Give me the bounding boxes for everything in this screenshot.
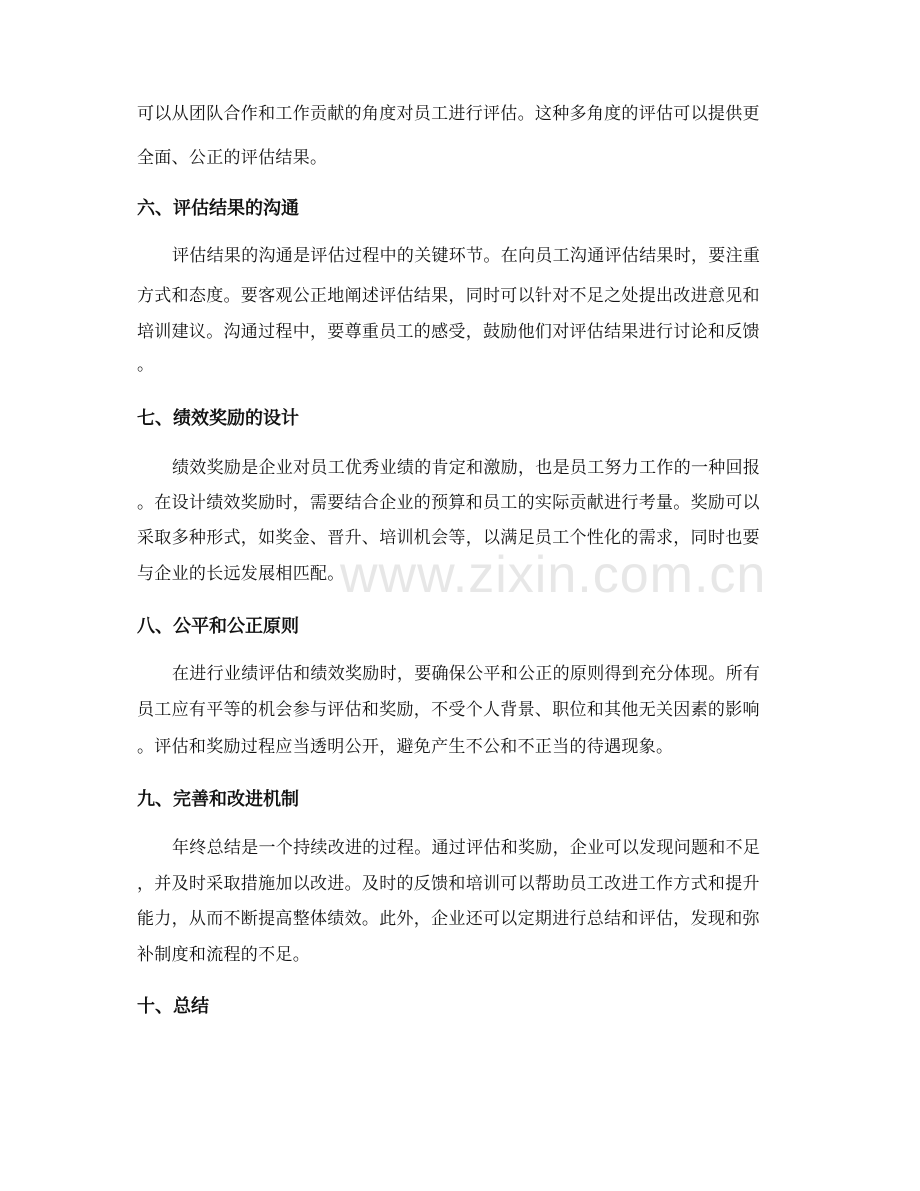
- paragraph-line: 与企业的长远发展相匹配。: [137, 564, 345, 584]
- section-heading: 八、公平和公正原则: [137, 616, 299, 637]
- paragraph-line: 能力，从而不断提高整体绩效。此外，企业还可以定期进行总结和评估，发现和弥: [137, 909, 760, 929]
- section-heading: 九、完善和改进机制: [137, 789, 299, 810]
- paragraph-line: 培训建议。沟通过程中，要尊重员工的感受，鼓励他们对评估结果进行讨论和反馈: [137, 322, 760, 342]
- paragraph-line: 在进行业绩评估和绩效奖励时，要确保公平和公正的原则得到充分体现。所有: [172, 664, 761, 684]
- paragraph-line: ，并及时采取措施加以改进。及时的反馈和培训可以帮助员工改进工作方式和提升: [137, 874, 760, 894]
- paragraph-line: 采取多种形式，如奖金、晋升、培训机会等，以满足员工个性化的需求，同时也要: [137, 528, 760, 548]
- paragraph-line: 可以从团队合作和工作贡献的角度对员工进行评估。这种多角度的评估可以提供更: [137, 104, 760, 124]
- paragraph-line: 方式和态度。要客观公正地阐述评估结果，同时可以针对不足之处提出改进意见和: [137, 286, 760, 306]
- section-heading: 七、绩效奖励的设计: [137, 408, 299, 429]
- paragraph-line: 。在设计绩效奖励时，需要结合企业的预算和员工的实际贡献进行考量。奖励可以: [137, 493, 760, 513]
- section-heading: 六、评估结果的沟通: [137, 198, 299, 219]
- paragraph-line: 补制度和流程的不足。: [137, 945, 310, 965]
- section-heading: 十、总结: [137, 996, 209, 1017]
- paragraph-line: 评估结果的沟通是评估过程中的关键环节。在向员工沟通评估结果时，要注重: [172, 246, 761, 266]
- paragraph-line: 。评估和奖励过程应当透明公开，避免产生不公和不正当的待遇现象。: [137, 737, 674, 757]
- paragraph-line: 全面、公正的评估结果。: [137, 148, 328, 168]
- paragraph-line: 。: [137, 355, 155, 375]
- paragraph-line: 员工应有平等的机会参与评估和奖励，不受个人背景、职位和其他无关因素的影响: [137, 700, 760, 720]
- watermark: www.zixin.com.cn: [340, 546, 767, 604]
- paragraph-line: 年终总结是一个持续改进的过程。通过评估和奖励，企业可以发现问题和不足: [172, 838, 761, 858]
- paragraph-line: 绩效奖励是企业对员工优秀业绩的肯定和激励，也是员工努力工作的一种回报: [172, 458, 761, 478]
